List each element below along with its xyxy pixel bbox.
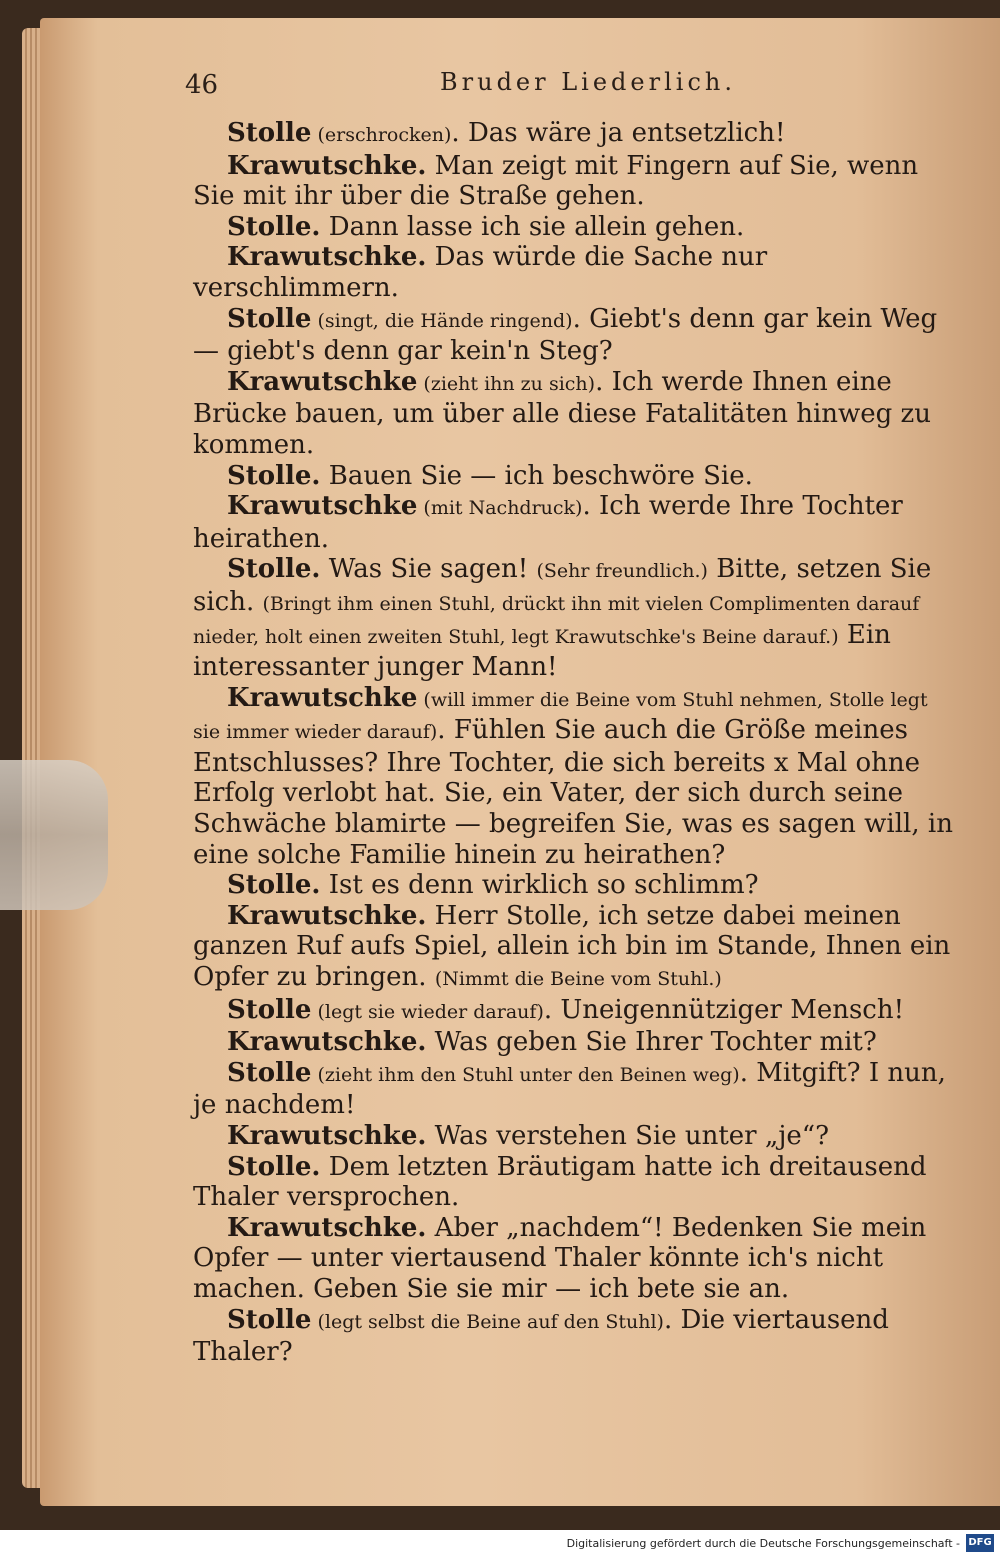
dialogue-paragraph — [193, 491, 953, 554]
speaker-name: Krawutschke — [227, 682, 418, 713]
dialogue-text: . Ich werde Ihnen eine Brücke bauen, um über alle diese Fatalitäten hinweg zu kommen. — [193, 366, 932, 460]
dialogue-paragraph — [193, 1121, 953, 1152]
dialogue-paragraph — [193, 1305, 953, 1368]
dialogue-paragraph — [193, 212, 953, 243]
speaker-name: Stolle — [227, 1057, 312, 1088]
running-head: Bruder Liederlich. — [440, 68, 736, 96]
speaker-name: Krawutschke. — [227, 1121, 427, 1151]
speaker-name: Stolle — [227, 994, 312, 1025]
dialogue-text: . Die viertausend Thaler? — [193, 1304, 889, 1368]
stage-direction: (Bringt ihm einen Stuhl, drückt ihn mit vielen Complimenten darauf nieder, holt einen zweiten Stuhl, legt Krawutschke's Beine darauf.) — [193, 592, 920, 648]
dialogue-text: . Ich werde Ihre Tochter heirathen. — [193, 491, 903, 554]
footer-credit: Digitalisierung gefördert durch die Deutsche Forschungsgemeinschaft - — [566, 1537, 960, 1550]
dialogue-paragraph — [193, 118, 953, 151]
dialogue-text: Was geben Sie Ihrer Tochter mit? — [426, 1027, 877, 1058]
dialogue-text: Bauen Sie — ich beschwöre Sie. — [320, 460, 753, 491]
stage-direction: (legt sie wieder darauf) — [311, 1000, 544, 1023]
dialogue-paragraph — [193, 995, 953, 1028]
dialogue-text: Dann lasse ich sie allein gehen. — [320, 211, 745, 242]
dfg-logo: DFG — [966, 1534, 994, 1552]
speaker-name: Krawutschke. — [227, 1027, 427, 1058]
dialogue-paragraph — [193, 367, 953, 461]
dialogue-text: Was Sie sagen! — [320, 554, 537, 585]
dialogue-paragraph — [193, 242, 953, 303]
stage-direction: (Sehr freundlich.) — [536, 560, 708, 583]
dialogue-text: Ist es denn wirklich so schlimm? — [320, 870, 759, 901]
dialogue-paragraph — [193, 1213, 953, 1305]
speaker-name: Krawutschke. — [227, 150, 427, 181]
dialogue-text: Herr Stolle, ich setze dabei meinen ganzen Ruf aufs Spiel, allein ich bin im Stande, Ihnen ein Opfer zu bringen. — [193, 900, 951, 993]
stage-direction: (zieht ihn zu sich) — [417, 372, 596, 395]
footer — [0, 1530, 1000, 1558]
speaker-name: Stolle. — [227, 1151, 321, 1182]
speaker-name: Krawutschke. — [227, 1212, 427, 1243]
dialogue-text: . Fühlen Sie auch die Größe meines Entschlusses? Ihre Tochter, die sich bereits x Mal ohne Erfolg verlobt hat. Sie, ein Vater, der sich durch seine Schwäche blamirte — begreifen Sie, was es sagen will, in eine solche Familie hinein zu heirathen? — [193, 715, 953, 870]
speaker-name: Stolle — [227, 303, 312, 334]
page-number: 46 — [185, 70, 219, 100]
dialogue-text: Was verstehen Sie unter „je“? — [426, 1121, 830, 1151]
stage-direction: (Nimmt die Beine vom Stuhl.) — [434, 968, 722, 991]
page-clip — [0, 760, 108, 910]
stage-direction: (zieht ihm den Stuhl unter den Beinen weg) — [311, 1063, 740, 1086]
dialogue-text: . Das wäre ja entsetzlich! — [451, 118, 786, 148]
speaker-name: Krawutschke. — [227, 900, 427, 931]
body-text — [193, 118, 953, 1368]
dialogue-paragraph — [193, 1027, 953, 1058]
stage-direction: (mit Nachdruck) — [417, 497, 583, 520]
speaker-name: Krawutschke. — [227, 242, 427, 273]
dialogue-text: Ein interessanter junger Mann! — [193, 619, 891, 683]
dialogue-paragraph — [193, 1058, 953, 1121]
speaker-name: Stolle. — [227, 870, 321, 901]
dialogue-text: . Mitgift? I nun, je nachdem! — [193, 1057, 946, 1121]
dialogue-text: . Giebt's denn gar kein Weg — giebt's denn gar kein'n Steg? — [193, 303, 938, 367]
speaker-name: Stolle — [227, 1304, 312, 1335]
dialogue-text: Bitte, setzen Sie sich. — [193, 554, 932, 617]
dialogue-paragraph — [193, 1152, 953, 1213]
stage-direction: (legt selbst die Beine auf den Stuhl) — [311, 1310, 664, 1333]
speaker-name: Stolle. — [227, 554, 321, 585]
dialogue-text: Das würde die Sache nur verschlimmern. — [193, 242, 768, 303]
speaker-name: Stolle — [227, 118, 312, 148]
dialogue-text: . Uneigennütziger Mensch! — [543, 994, 905, 1025]
dialogue-paragraph — [193, 461, 953, 492]
stage-direction: (erschrocken) — [311, 124, 452, 146]
dialogue-paragraph — [193, 554, 953, 682]
speaker-name: Krawutschke — [227, 491, 418, 522]
dialogue-paragraph — [193, 870, 953, 901]
speaker-name: Krawutschke — [227, 366, 418, 397]
stage-direction: (singt, die Hände ringend) — [311, 309, 573, 332]
dialogue-paragraph — [193, 683, 953, 871]
dialogue-paragraph — [193, 151, 953, 212]
dialogue-text: Dem letzten Bräutigam hatte ich dreitausend Thaler versprochen. — [193, 1151, 927, 1213]
dialogue-paragraph — [193, 901, 953, 995]
dialogue-text: Man zeigt mit Fingern auf Sie, wenn Sie mit ihr über die Straße gehen. — [193, 150, 919, 212]
dialogue-text: Aber „nachdem“! Bedenken Sie mein Opfer — unter viertausend Thaler könnte ich's nicht machen. Geben Sie sie mir — ich bete sie an. — [193, 1212, 927, 1304]
speaker-name: Stolle. — [227, 211, 321, 242]
stage-direction: (will immer die Beine vom Stuhl nehmen, Stolle legt sie immer wieder darauf) — [193, 688, 928, 744]
speaker-name: Stolle. — [227, 460, 321, 491]
dialogue-paragraph — [193, 304, 953, 367]
